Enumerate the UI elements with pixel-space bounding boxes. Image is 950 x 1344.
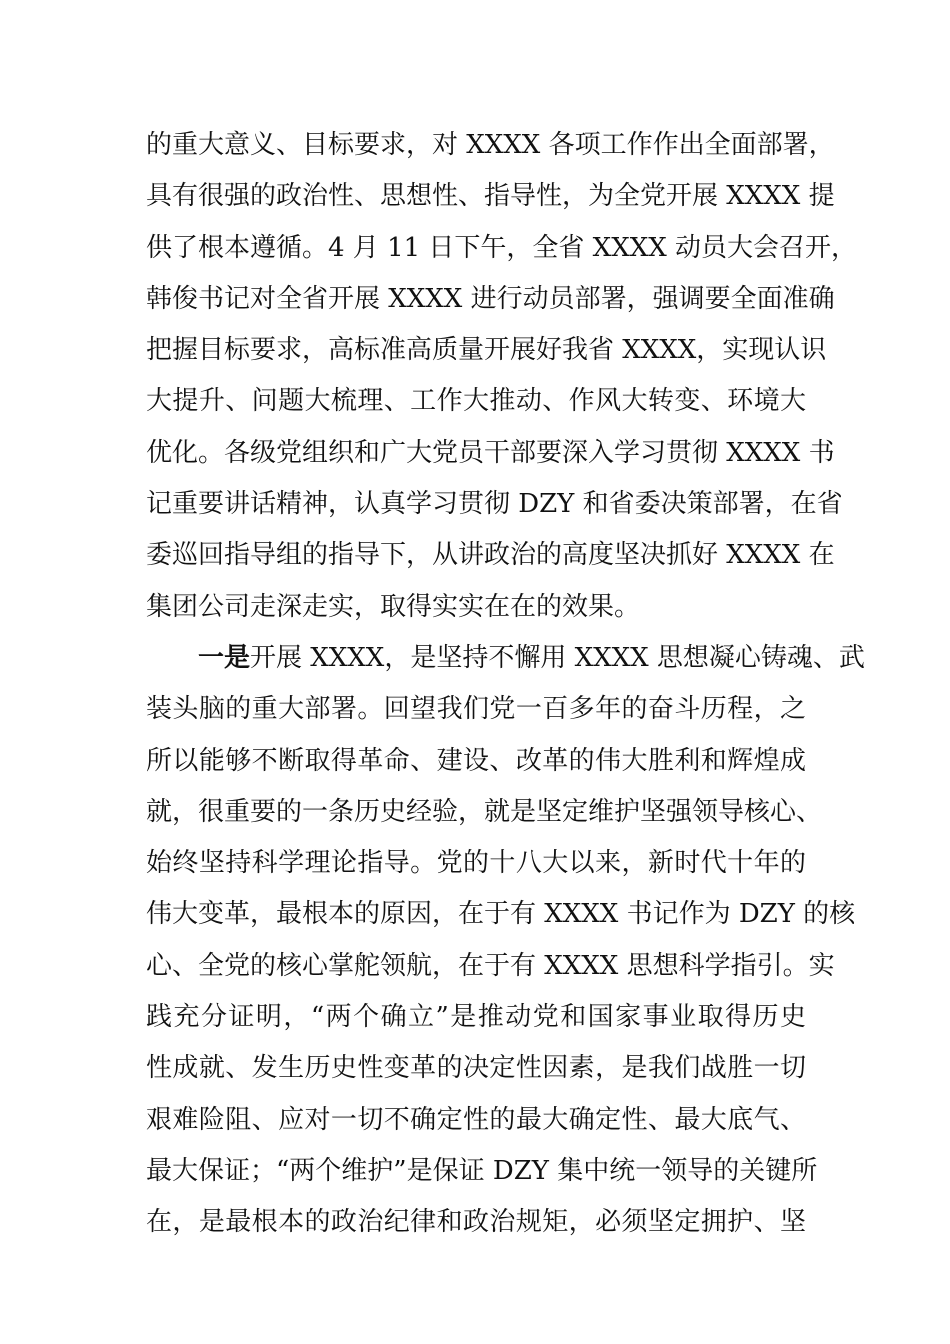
text-line: 记重要讲话精神，认真学习贯彻 DZY 和省委决策部署，在省: [146, 489, 843, 520]
bold-lead: 一是: [198, 642, 251, 673]
text-line-first: [146, 633, 865, 684]
text-line: 伟大变革，最根本的原因，在于有 XXXX 书记作为 DZY 的核: [146, 899, 856, 930]
text-line: 大提升、问题大梳理、工作大推动、作风大转变、环境大: [146, 386, 806, 417]
text-line: 践充分证明，“两个确立”是推动党和国家事业取得历史: [146, 1002, 806, 1033]
text-line: 心、全党的核心掌舵领航，在于有 XXXX 思想科学指引。实: [146, 950, 835, 981]
paragraph-1: [146, 120, 857, 633]
text-line: 在，是最根本的政治纪律和政治规矩，必须坚定拥护、坚: [146, 1207, 806, 1238]
paragraph-2: [146, 633, 865, 1249]
document-body: [146, 120, 865, 1249]
text-line: 最大保证；“两个维护”是保证 DZY 集中统一领导的关键所: [146, 1155, 818, 1186]
text-line: 把握目标要求，高标准高质量开展好我省 XXXX，实现认识: [146, 335, 827, 366]
text-line: 就，很重要的一条历史经验，就是坚定维护坚强领导核心、: [146, 796, 823, 827]
text-line: 供了根本遵循。4 月 11 日下午，全省 XXXX 动员大会召开，: [146, 232, 857, 263]
text-line: 的重大意义、目标要求，对 XXXX 各项工作作出全面部署，: [146, 130, 835, 160]
text-line: 集团公司走深走实，取得实实在在的效果。: [146, 591, 641, 622]
text-line: 艰难险阻、应对一切不确定性的最大确定性、最大底气、: [146, 1104, 806, 1135]
text-line: 具有很强的政治性、思想性、指导性，为全党开展 XXXX 提: [146, 181, 835, 212]
text-line: 始终坚持科学理论指导。党的十八大以来，新时代十年的: [146, 848, 806, 879]
text-line: 性成就、发生历史性变革的决定性因素，是我们战胜一切: [146, 1053, 806, 1084]
text-line: 优化。各级党组织和广大党员干部要深入学习贯彻 XXXX 书: [146, 437, 835, 468]
text-line: 所以能够不断取得革命、建设、改革的伟大胜利和辉煌成: [146, 745, 806, 776]
text-run: 开展 XXXX，是坚持不懈用 XXXX 思想凝心铸魂、武: [250, 642, 865, 673]
text-line: 装头脑的重大部署。回望我们党一百多年的奋斗历程，之: [146, 694, 806, 725]
text-line: 韩俊书记对全省开展 XXXX 进行动员部署，强调要全面准确: [146, 283, 835, 314]
text-line: 委巡回指导组的指导下，从讲政治的高度坚决抓好 XXXX 在: [146, 540, 835, 571]
